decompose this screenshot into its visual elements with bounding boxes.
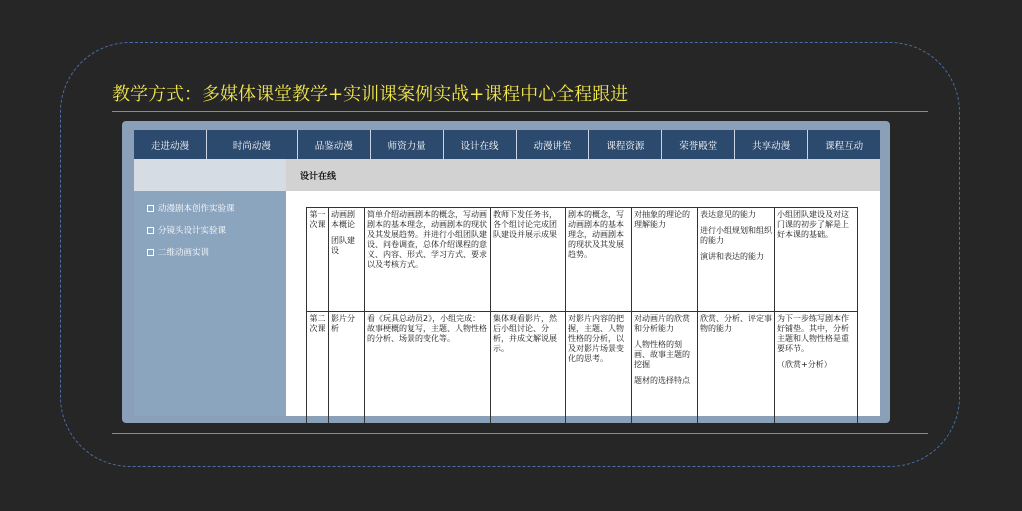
cell-paragraph: 对抽象的理论的理解能力 <box>634 210 690 229</box>
cell-paragraph: 简单介绍动画剧本的概念，写动画剧本的基本理念，动画剧本的现状及其发展趋势。并进行小组团队建设、问卷调查，总体介绍课程的意义、内容、形式、学习方式、要求以及考核方式。 <box>367 210 487 269</box>
lesson-cell: 第一次课 <box>307 208 329 312</box>
sidebar-link[interactable]: 二维动画实训 <box>134 241 286 263</box>
note-cell <box>775 312 858 424</box>
note-cell <box>775 208 858 312</box>
nav-item[interactable]: 时尚动漫 <box>207 130 298 159</box>
nav-item[interactable]: 课程互动 <box>825 140 864 152</box>
nav-item[interactable]: 荣誉殿堂 <box>662 130 735 159</box>
table-row <box>307 208 858 312</box>
topic-cell <box>329 208 365 312</box>
cell-paragraph: （欣赏+分析） <box>777 360 832 369</box>
task-cell <box>491 312 566 424</box>
nav-item[interactable]: 走进动漫 <box>134 130 207 159</box>
knowledge-cell <box>566 208 632 312</box>
content-cell <box>365 312 491 424</box>
cell-paragraph: 小组团队建设及对这门课的初步了解是上好本课的基础。 <box>777 210 849 239</box>
nav-item[interactable]: 设计在线 <box>444 130 517 159</box>
table-row <box>307 312 858 424</box>
nav-item[interactable]: 共享动漫 <box>735 130 808 159</box>
square-bullet-icon <box>147 205 154 212</box>
cell-paragraph: 剧本的概念，写动画剧本的基本理念，动画剧本的现状及其发展趋势。 <box>568 210 624 259</box>
nav-item[interactable]: 动漫讲堂 <box>517 130 590 159</box>
cell-paragraph: 动画剧本概论 <box>331 210 355 229</box>
goal-cell <box>632 208 698 312</box>
cell-paragraph: 集体观看影片，然后小组讨论、分析，并成文解说展示。 <box>493 314 557 353</box>
topic-cell <box>329 312 365 424</box>
top-nav <box>134 130 880 159</box>
sidebar-link[interactable]: 动漫剧本创作实验课 <box>134 197 286 219</box>
knowledge-cell <box>566 312 632 424</box>
cell-paragraph: 为下一步练写剧本作好铺垫。其中，分析主题和人物性格是重要环节。 <box>777 314 849 353</box>
square-bullet-icon <box>147 249 154 256</box>
website-screenshot <box>122 121 890 423</box>
cell-paragraph: 对影片内容的把握，主题、人物性格的分析，以及对影片场景变化的思考。 <box>568 314 624 363</box>
bottom-divider <box>112 433 928 434</box>
cell-paragraph: 教师下发任务书，各个组讨论完成团队建设并展示成果 <box>493 210 557 239</box>
lesson-cell: 第二次课 <box>307 312 329 424</box>
cell-paragraph: 看《玩具总动员2》，小组完成：故事梗概的复写，主题、人物性格的分析、场景的变化等。 <box>367 314 487 343</box>
content-cell <box>365 208 491 312</box>
square-bullet-icon <box>147 227 154 234</box>
content-panel <box>286 159 880 416</box>
nav-item[interactable]: 师资力量 <box>371 130 444 159</box>
cell-paragraph: 演讲和表达的能力 <box>700 252 764 261</box>
task-cell <box>491 208 566 312</box>
goal-cell <box>632 312 698 424</box>
ability-cell <box>698 208 775 312</box>
cell-paragraph: 人物性格的刻画、故事主题的挖掘 <box>634 340 690 369</box>
headline-divider <box>112 111 928 112</box>
cell-paragraph: 团队建设 <box>331 236 355 255</box>
cell-paragraph: 欣赏、分析、评定事物的能力 <box>700 314 772 333</box>
ability-cell <box>698 312 775 424</box>
cell-paragraph: 进行小组规划和组织的能力 <box>700 226 772 245</box>
cell-paragraph: 影片分析 <box>331 314 355 333</box>
panel-title: 设计在线 <box>286 159 880 191</box>
course-table <box>306 207 858 423</box>
nav-item[interactable]: 品鉴动漫 <box>298 130 371 159</box>
cell-paragraph: 题材的选择特点 <box>634 376 690 385</box>
page-headline: 教学方式：多媒体课堂教学+实训课案例实战+课程中心全程跟进 <box>112 84 629 105</box>
sidebar-header <box>134 159 286 191</box>
nav-item[interactable]: 课程资源 <box>589 130 662 159</box>
cell-paragraph: 对动画片的欣赏和分析能力 <box>634 314 690 333</box>
sidebar-link[interactable]: 分镜头设计实验课 <box>134 219 286 241</box>
sidebar <box>134 159 286 416</box>
cell-paragraph: 表达意见的能力 <box>700 210 756 219</box>
